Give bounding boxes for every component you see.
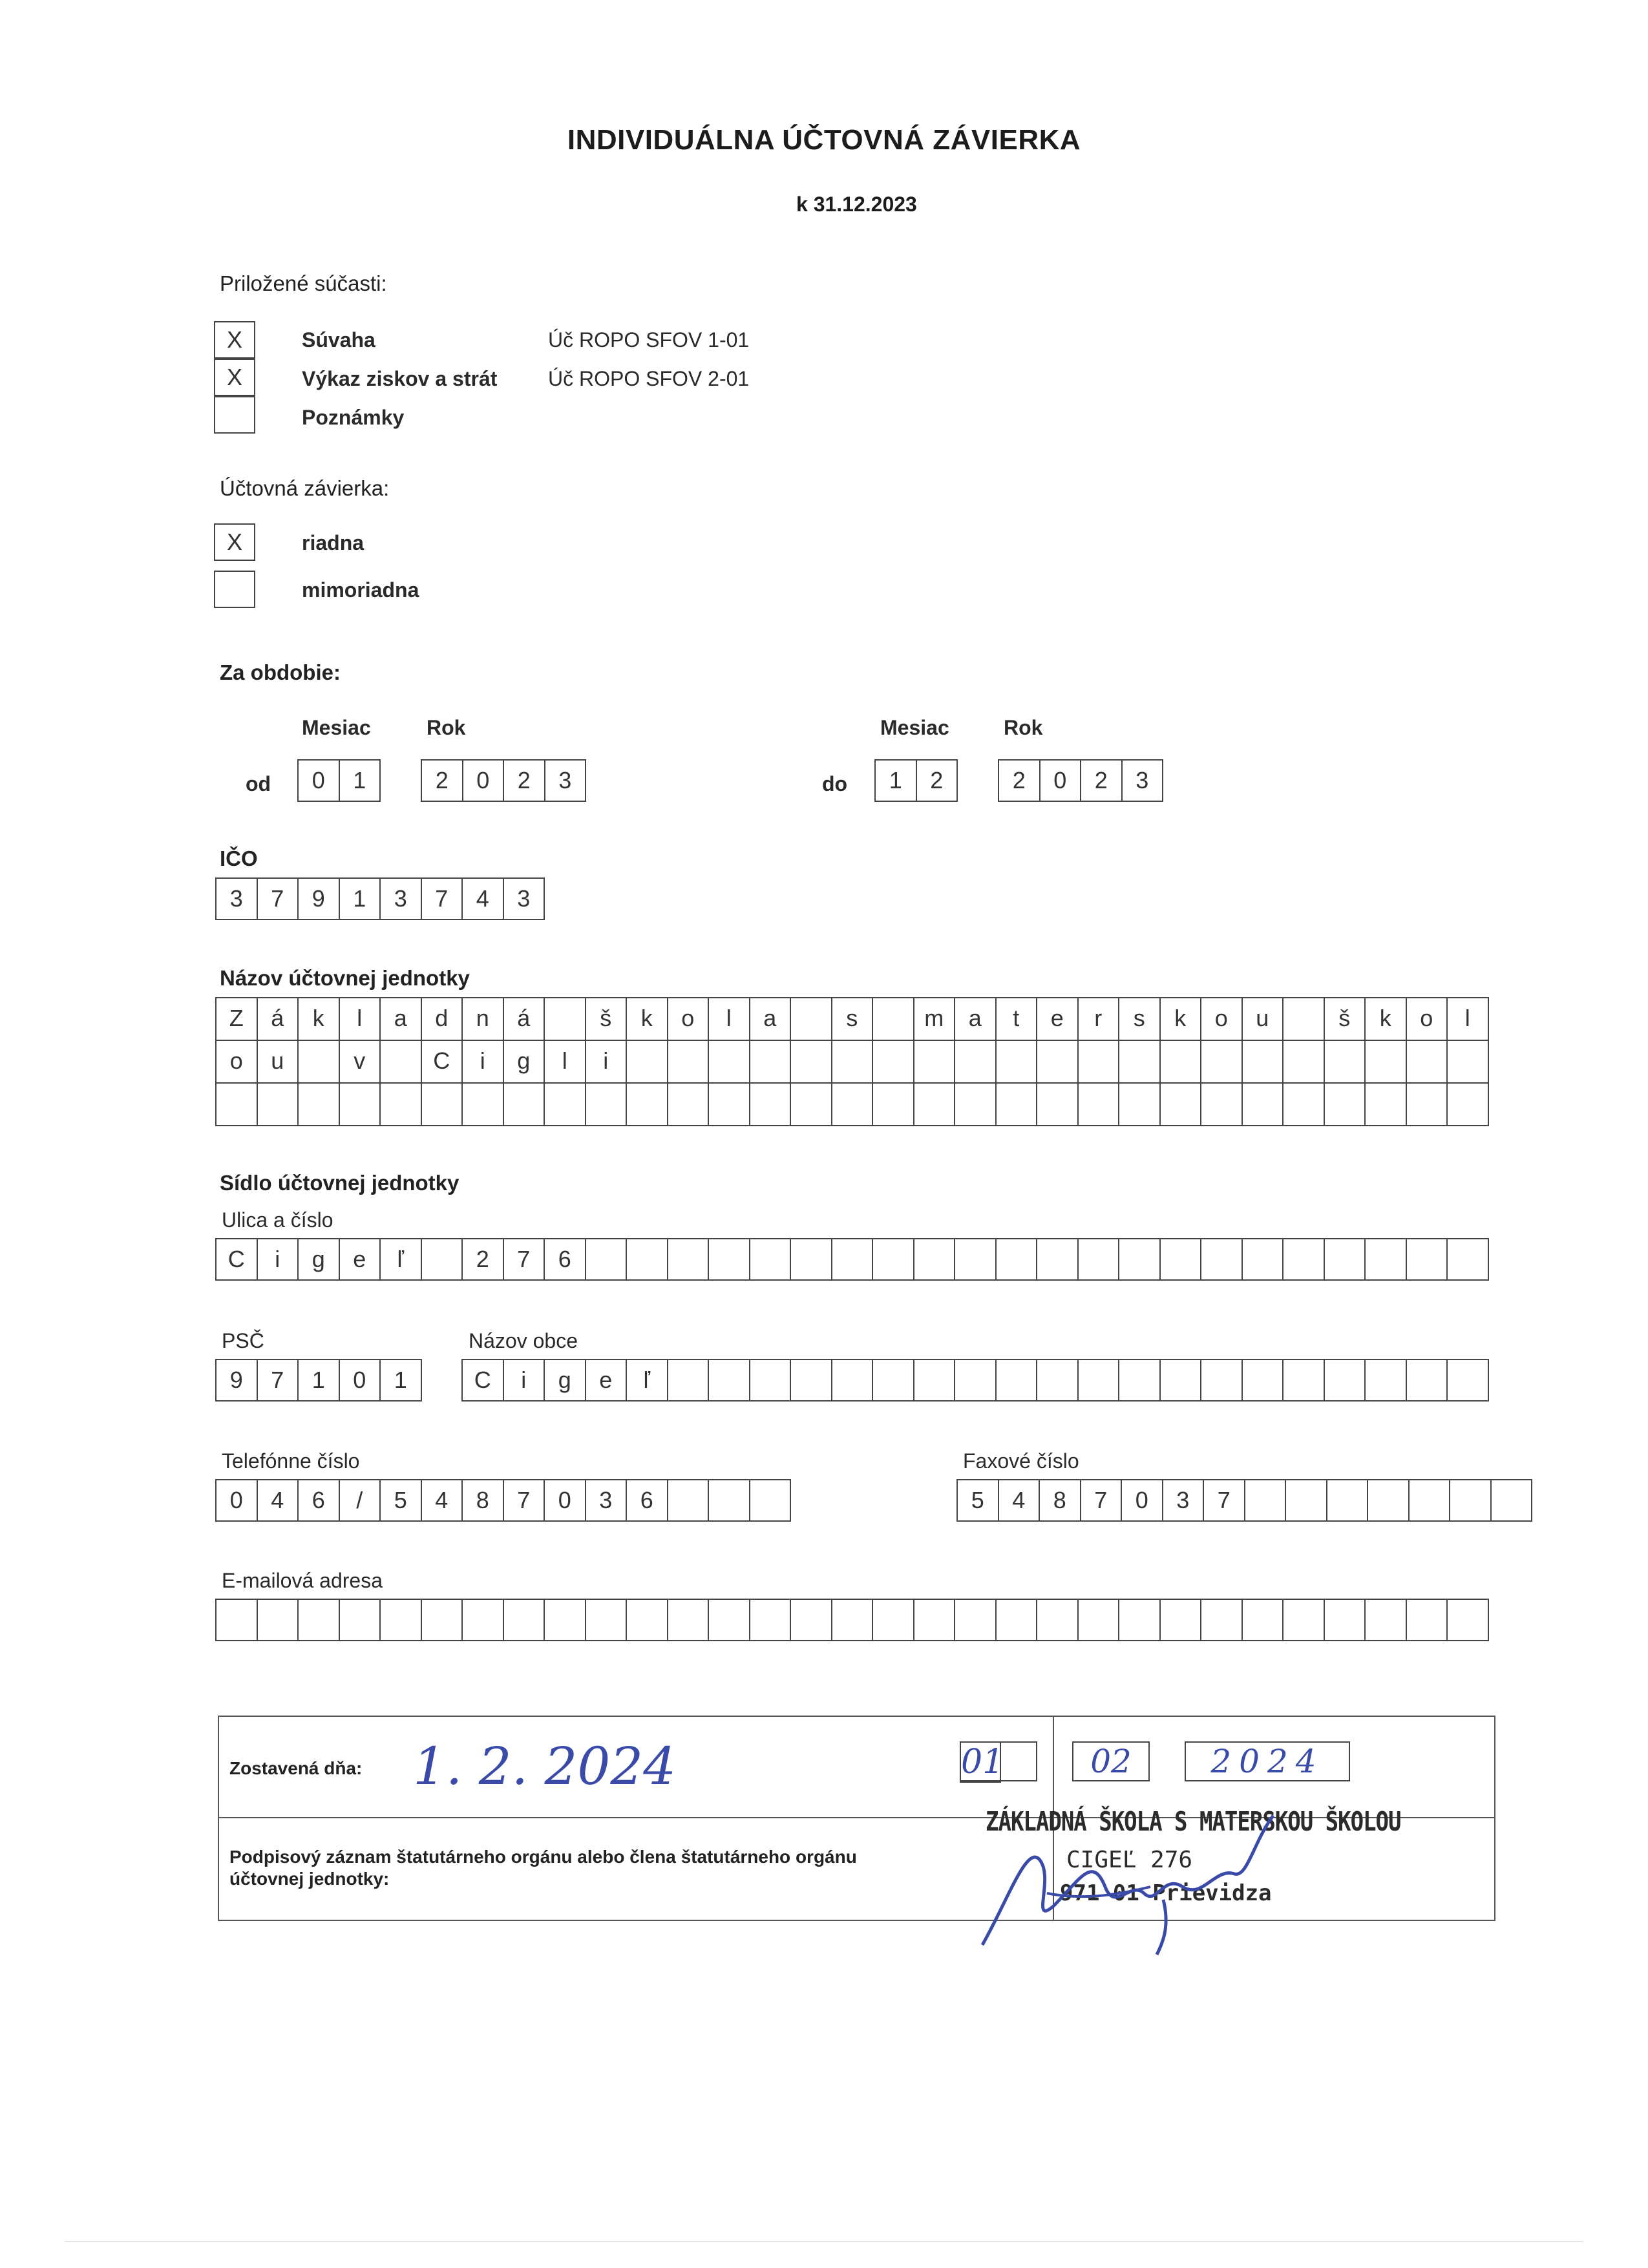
ico-digit-cell[interactable]: 4 (463, 877, 504, 920)
closing-label-mimoriadna: mimoriadna (302, 578, 419, 602)
entity-name-char-cell[interactable]: u (1243, 998, 1284, 1041)
street-char-cell[interactable] (1366, 1238, 1407, 1281)
entity-name-char-cell[interactable]: C (422, 1041, 463, 1084)
period-to-label: do (822, 772, 848, 795)
entity-name-char-cell[interactable] (791, 1041, 832, 1084)
entity-name-char-cell[interactable] (1037, 1084, 1079, 1126)
city-char-cell[interactable] (1201, 1359, 1243, 1402)
fax-char-cell[interactable] (1245, 1479, 1287, 1522)
street-char-cell[interactable] (750, 1238, 792, 1281)
ico-digit-cell[interactable]: 9 (299, 877, 340, 920)
street-char-cell[interactable] (791, 1238, 832, 1281)
compiled-handwritten-date: 1. 2. 2024 (413, 1736, 677, 1796)
street-char-cell[interactable]: 2 (463, 1238, 504, 1281)
closing-label-riadna: riadna (302, 531, 364, 554)
entity-name-char-cell[interactable]: d (422, 998, 463, 1041)
phone-char-cell[interactable]: 5 (381, 1479, 422, 1522)
entity-name-field[interactable] (215, 997, 1489, 1126)
email-char-cell[interactable] (1119, 1599, 1161, 1641)
entity-name-char-cell[interactable] (955, 1084, 997, 1126)
fax-char-cell[interactable]: 8 (1040, 1479, 1081, 1522)
email-char-cell[interactable] (1448, 1599, 1489, 1641)
entity-name-char-cell[interactable]: k (627, 998, 668, 1041)
entity-name-char-cell[interactable] (1366, 1041, 1407, 1084)
fax-char-cell[interactable] (1286, 1479, 1327, 1522)
entity-name-char-cell[interactable] (545, 998, 586, 1041)
period-from-month-field[interactable] (297, 759, 381, 802)
digit-cell[interactable]: 2 (504, 759, 545, 802)
email-char-cell[interactable] (955, 1599, 997, 1641)
email-char-cell[interactable] (1325, 1599, 1366, 1641)
entity-name-char-cell[interactable]: o (1407, 998, 1448, 1041)
entity-name-char-cell[interactable] (1201, 1084, 1243, 1126)
entity-name-char-cell[interactable] (1407, 1041, 1448, 1084)
fax-field[interactable] (956, 1479, 1532, 1522)
entity-name-char-cell[interactable] (381, 1084, 422, 1126)
email-char-cell[interactable] (1243, 1599, 1284, 1641)
period-from-year-field[interactable] (421, 759, 586, 802)
entity-name-char-cell[interactable] (1119, 1041, 1161, 1084)
entity-name-char-cell[interactable] (832, 1041, 874, 1084)
digit-cell[interactable]: 2 (917, 759, 958, 802)
handwritten-signature (969, 1803, 1293, 1958)
entity-name-char-cell[interactable]: g (504, 1041, 545, 1084)
phone-char-cell[interactable]: 7 (504, 1479, 545, 1522)
entity-name-char-cell[interactable] (1325, 1041, 1366, 1084)
street-char-cell[interactable] (627, 1238, 668, 1281)
fax-char-cell[interactable]: 7 (1204, 1479, 1245, 1522)
entity-name-char-cell[interactable]: l (709, 998, 750, 1041)
email-char-cell[interactable] (422, 1599, 463, 1641)
phone-char-cell[interactable]: 0 (217, 1479, 258, 1522)
street-char-cell[interactable] (832, 1238, 874, 1281)
entity-name-char-cell[interactable] (1448, 1084, 1489, 1126)
date-day: 01 (961, 1743, 1004, 1781)
attachment-label-vykaz: Výkaz ziskov a strát (302, 367, 498, 390)
phone-char-cell[interactable]: 4 (258, 1479, 299, 1522)
phone-char-cell[interactable] (750, 1479, 792, 1522)
email-char-cell[interactable] (750, 1599, 792, 1641)
street-char-cell[interactable] (1079, 1238, 1120, 1281)
ico-digit-cell[interactable]: 7 (422, 877, 463, 920)
entity-name-char-cell[interactable] (873, 998, 914, 1041)
entity-name-char-cell[interactable]: l (1448, 998, 1489, 1041)
email-char-cell[interactable] (791, 1599, 832, 1641)
city-char-cell[interactable] (1161, 1359, 1202, 1402)
city-char-cell[interactable] (791, 1359, 832, 1402)
entity-name-char-cell[interactable] (1079, 1084, 1120, 1126)
entity-name-char-cell[interactable] (1161, 1084, 1202, 1126)
fax-char-cell[interactable]: 4 (999, 1479, 1041, 1522)
date-month-box[interactable] (1072, 1741, 1150, 1781)
entity-name-char-cell[interactable]: r (1079, 998, 1120, 1041)
phone-char-cell[interactable]: 6 (299, 1479, 340, 1522)
entity-name-char-cell[interactable]: á (258, 998, 299, 1041)
entity-name-char-cell[interactable]: t (997, 998, 1038, 1041)
attachment-code-vykaz: Úč ROPO SFOV 2-01 (548, 367, 750, 390)
psc-digit-cell[interactable]: 1 (381, 1359, 422, 1402)
email-char-cell[interactable] (340, 1599, 381, 1641)
entity-name-char-cell[interactable] (791, 1084, 832, 1126)
entity-name-char-cell[interactable] (627, 1041, 668, 1084)
entity-name-char-cell[interactable] (299, 1084, 340, 1126)
entity-name-char-cell[interactable]: š (1325, 998, 1366, 1041)
email-char-cell[interactable] (258, 1599, 299, 1641)
city-char-cell[interactable] (1448, 1359, 1489, 1402)
entity-name-char-cell[interactable] (1325, 1084, 1366, 1126)
phone-char-cell[interactable]: 0 (545, 1479, 586, 1522)
street-char-cell[interactable] (1201, 1238, 1243, 1281)
email-char-cell[interactable] (997, 1599, 1038, 1641)
entity-name-char-cell[interactable]: o (1201, 998, 1243, 1041)
entity-name-char-cell[interactable] (545, 1084, 586, 1126)
attachment-code-suvaha: Úč ROPO SFOV 1-01 (548, 328, 750, 352)
period-to-year-label: Rok (1004, 716, 1043, 739)
street-char-cell[interactable]: 6 (545, 1238, 586, 1281)
entity-name-char-cell[interactable] (1161, 1041, 1202, 1084)
street-char-cell[interactable] (1284, 1238, 1325, 1281)
document-title: INDIVIDUÁLNA ÚČTOVNÁ ZÁVIERKA (567, 124, 1081, 156)
entity-name-char-cell[interactable] (914, 1041, 956, 1084)
fax-char-cell[interactable] (1368, 1479, 1410, 1522)
street-char-cell[interactable] (1448, 1238, 1489, 1281)
entity-name-char-cell[interactable] (1079, 1041, 1120, 1084)
street-char-cell[interactable]: ľ (381, 1238, 422, 1281)
entity-name-char-cell[interactable] (1284, 998, 1325, 1041)
city-char-cell[interactable] (914, 1359, 956, 1402)
city-char-cell[interactable]: e (586, 1359, 628, 1402)
period-from-label: od (246, 772, 271, 795)
city-char-cell[interactable] (709, 1359, 750, 1402)
city-char-cell[interactable]: ľ (627, 1359, 668, 1402)
city-char-cell[interactable] (668, 1359, 710, 1402)
street-char-cell[interactable] (1407, 1238, 1448, 1281)
psc-label: PSČ (222, 1329, 264, 1352)
email-char-cell[interactable] (1407, 1599, 1448, 1641)
period-from-month-label: Mesiac (302, 716, 371, 739)
school-stamp-line2: CIGEĽ 276 (1066, 1847, 1193, 1873)
city-char-cell[interactable] (955, 1359, 997, 1402)
city-char-cell[interactable] (1325, 1359, 1366, 1402)
entity-name-char-cell[interactable] (381, 1041, 422, 1084)
fax-char-cell[interactable] (1450, 1479, 1492, 1522)
entity-name-char-cell[interactable]: n (463, 998, 504, 1041)
email-char-cell[interactable] (709, 1599, 750, 1641)
street-char-cell[interactable] (1243, 1238, 1284, 1281)
email-char-cell[interactable] (217, 1599, 258, 1641)
city-char-cell[interactable]: g (545, 1359, 586, 1402)
email-char-cell[interactable] (627, 1599, 668, 1641)
digit-cell[interactable]: 2 (1081, 759, 1123, 802)
entity-name-char-cell[interactable]: i (463, 1041, 504, 1084)
attachments-heading: Priložené súčasti: (220, 271, 387, 295)
entity-name-char-cell[interactable]: š (586, 998, 628, 1041)
entity-name-char-cell[interactable] (1119, 1084, 1161, 1126)
street-char-cell[interactable]: 7 (504, 1238, 545, 1281)
entity-name-char-cell[interactable]: u (258, 1041, 299, 1084)
period-to-month-field[interactable] (874, 759, 958, 802)
email-char-cell[interactable] (1284, 1599, 1325, 1641)
digit-cell[interactable]: 1 (876, 759, 917, 802)
city-char-cell[interactable] (1119, 1359, 1161, 1402)
period-to-year-field[interactable] (998, 759, 1163, 802)
entity-name-char-cell[interactable] (1407, 1084, 1448, 1126)
fax-char-cell[interactable]: 3 (1163, 1479, 1205, 1522)
psc-digit-cell[interactable]: 0 (340, 1359, 381, 1402)
entity-name-char-cell[interactable]: i (586, 1041, 628, 1084)
city-char-cell[interactable] (750, 1359, 792, 1402)
entity-name-char-cell[interactable] (1448, 1041, 1489, 1084)
street-char-cell[interactable] (586, 1238, 628, 1281)
street-char-cell[interactable]: g (299, 1238, 340, 1281)
entity-name-char-cell[interactable] (709, 1084, 750, 1126)
fax-char-cell[interactable]: 7 (1081, 1479, 1123, 1522)
period-to-month-label: Mesiac (880, 716, 949, 739)
attachment-label-suvaha: Súvaha (302, 328, 375, 352)
closing-checkbox-mimoriadna[interactable] (214, 571, 255, 608)
digit-cell[interactable]: 2 (422, 759, 463, 802)
phone-field[interactable] (215, 1479, 791, 1522)
street-char-cell[interactable]: C (217, 1238, 258, 1281)
city-char-cell[interactable] (1366, 1359, 1407, 1402)
ico-digit-cell[interactable]: 3 (217, 877, 258, 920)
email-char-cell[interactable] (832, 1599, 874, 1641)
entity-name-char-cell[interactable]: a (750, 998, 792, 1041)
phone-label: Telefónne číslo (222, 1449, 360, 1473)
entity-name-char-cell[interactable] (709, 1041, 750, 1084)
digit-cell[interactable]: 3 (1123, 759, 1164, 802)
email-char-cell[interactable] (1079, 1599, 1120, 1641)
fax-label: Faxové číslo (963, 1449, 1079, 1473)
street-char-cell[interactable] (1119, 1238, 1161, 1281)
city-char-cell[interactable] (832, 1359, 874, 1402)
entity-name-row (215, 998, 1489, 1041)
entity-name-char-cell[interactable]: a (955, 998, 997, 1041)
date-year: 2024 (1210, 1743, 1324, 1780)
date-day-box-frame (960, 1741, 1037, 1781)
email-char-cell[interactable] (1366, 1599, 1407, 1641)
digit-cell[interactable]: 3 (545, 759, 587, 802)
ico-digit-cell[interactable]: 3 (504, 877, 545, 920)
entity-name-char-cell[interactable] (997, 1084, 1038, 1126)
city-char-cell[interactable] (1079, 1359, 1120, 1402)
entity-name-char-cell[interactable]: l (545, 1041, 586, 1084)
fax-char-cell[interactable] (1492, 1479, 1533, 1522)
city-char-cell[interactable]: C (463, 1359, 504, 1402)
phone-char-cell[interactable]: / (340, 1479, 381, 1522)
entity-name-char-cell[interactable] (1037, 1041, 1079, 1084)
entity-name-char-cell[interactable] (422, 1084, 463, 1126)
entity-name-char-cell[interactable] (504, 1084, 545, 1126)
entity-name-char-cell[interactable] (1201, 1041, 1243, 1084)
entity-name-char-cell[interactable] (299, 1041, 340, 1084)
email-char-cell[interactable] (873, 1599, 914, 1641)
email-char-cell[interactable] (1201, 1599, 1243, 1641)
closing-type-heading: Účtovná závierka: (220, 476, 390, 500)
email-char-cell[interactable] (545, 1599, 586, 1641)
ico-field[interactable] (215, 877, 545, 920)
city-char-cell[interactable] (1407, 1359, 1448, 1402)
digit-cell[interactable]: 0 (1041, 759, 1082, 802)
entity-name-char-cell[interactable] (750, 1041, 792, 1084)
street-char-cell[interactable]: e (340, 1238, 381, 1281)
street-char-cell[interactable] (422, 1238, 463, 1281)
street-char-cell[interactable] (1325, 1238, 1366, 1281)
entity-name-char-cell[interactable]: a (381, 998, 422, 1041)
date-month: 02 (1090, 1743, 1132, 1780)
entity-name-char-cell[interactable] (217, 1084, 258, 1126)
email-char-cell[interactable] (1161, 1599, 1202, 1641)
ico-digit-cell[interactable]: 3 (381, 877, 422, 920)
entity-name-char-cell[interactable]: e (1037, 998, 1079, 1041)
attachment-checkbox-vykaz[interactable]: X (214, 359, 255, 396)
entity-name-char-cell[interactable]: k (1366, 998, 1407, 1041)
city-char-cell[interactable] (1284, 1359, 1325, 1402)
street-char-cell[interactable] (997, 1238, 1038, 1281)
street-char-cell[interactable] (914, 1238, 956, 1281)
psc-digit-cell[interactable]: 1 (299, 1359, 340, 1402)
school-stamp-line3: 971 01 Prievidza (1060, 1880, 1272, 1906)
entity-name-char-cell[interactable] (750, 1084, 792, 1126)
email-char-cell[interactable] (381, 1599, 422, 1641)
city-char-cell[interactable] (1243, 1359, 1284, 1402)
phone-char-cell[interactable]: 4 (422, 1479, 463, 1522)
email-field[interactable] (215, 1599, 1489, 1641)
entity-name-char-cell[interactable] (340, 1084, 381, 1126)
entity-name-char-cell[interactable]: v (340, 1041, 381, 1084)
entity-name-char-cell[interactable]: l (340, 998, 381, 1041)
entity-name-char-cell[interactable] (1366, 1084, 1407, 1126)
entity-name-char-cell[interactable]: á (504, 998, 545, 1041)
fax-char-cell[interactable] (1410, 1479, 1451, 1522)
entity-name-char-cell[interactable] (791, 998, 832, 1041)
email-label: E-mailová adresa (222, 1569, 383, 1592)
closing-checkbox-riadna[interactable]: X (214, 523, 255, 561)
entity-name-char-cell[interactable]: s (832, 998, 874, 1041)
entity-name-char-cell[interactable] (258, 1084, 299, 1126)
digit-cell[interactable]: 0 (463, 759, 505, 802)
street-label: Ulica a číslo (222, 1208, 333, 1232)
entity-name-char-cell[interactable] (997, 1041, 1038, 1084)
entity-name-char-cell[interactable]: s (1119, 998, 1161, 1041)
entity-name-row (215, 1084, 1489, 1126)
psc-digit-cell[interactable]: 9 (217, 1359, 258, 1402)
street-field[interactable] (215, 1238, 1489, 1281)
city-char-cell[interactable] (997, 1359, 1038, 1402)
entity-name-char-cell[interactable] (1243, 1084, 1284, 1126)
entity-name-char-cell[interactable]: k (1161, 998, 1202, 1041)
entity-name-char-cell[interactable] (668, 1041, 710, 1084)
attachment-checkbox-suvaha[interactable]: X (214, 321, 255, 359)
entity-name-char-cell[interactable] (668, 1084, 710, 1126)
digit-cell[interactable]: 2 (999, 759, 1041, 802)
school-stamp-line1: ZÁKLADNÁ ŠKOLA S MATERSKOU ŠKOLOU (986, 1807, 1401, 1838)
document-date: k 31.12.2023 (796, 193, 917, 216)
phone-char-cell[interactable] (709, 1479, 750, 1522)
entity-name-char-cell[interactable] (463, 1084, 504, 1126)
email-char-cell[interactable] (914, 1599, 956, 1641)
ico-label: IČO (220, 846, 258, 870)
page-bottom-rule (65, 2241, 1583, 2242)
entity-name-char-cell[interactable] (832, 1084, 874, 1126)
psc-digit-cell[interactable]: 7 (258, 1359, 299, 1402)
entity-name-char-cell[interactable] (1284, 1041, 1325, 1084)
digit-cell[interactable]: 0 (299, 759, 340, 802)
fax-char-cell[interactable]: 5 (958, 1479, 999, 1522)
email-char-cell[interactable] (668, 1599, 710, 1641)
entity-name-char-cell[interactable] (955, 1041, 997, 1084)
phone-char-cell[interactable]: 6 (627, 1479, 668, 1522)
entity-name-char-cell[interactable]: o (217, 1041, 258, 1084)
attachment-label-poznamky: Poznámky (302, 406, 405, 429)
entity-name-char-cell[interactable] (586, 1084, 628, 1126)
street-char-cell[interactable] (873, 1238, 914, 1281)
street-char-cell[interactable] (709, 1238, 750, 1281)
entity-name-char-cell[interactable]: o (668, 998, 710, 1041)
entity-name-char-cell[interactable]: Z (217, 998, 258, 1041)
digit-cell[interactable]: 1 (340, 759, 381, 802)
entity-name-char-cell[interactable] (1284, 1084, 1325, 1126)
phone-char-cell[interactable]: 8 (463, 1479, 504, 1522)
fax-char-cell[interactable]: 0 (1122, 1479, 1163, 1522)
street-char-cell[interactable] (668, 1238, 710, 1281)
phone-char-cell[interactable] (668, 1479, 710, 1522)
entity-name-char-cell[interactable]: k (299, 998, 340, 1041)
city-char-cell[interactable] (1037, 1359, 1079, 1402)
compiled-label: Zostavená dňa: (229, 1758, 363, 1778)
phone-char-cell[interactable]: 3 (586, 1479, 628, 1522)
ico-digit-cell[interactable]: 7 (258, 877, 299, 920)
signature-label: Podpisový záznam štatutárneho orgánu alebo člena štatutárneho orgánu účtovnej jednotky: (229, 1847, 857, 1889)
attachment-checkbox-poznamky[interactable] (214, 396, 255, 434)
city-char-cell[interactable] (873, 1359, 914, 1402)
entity-name-row (215, 1041, 1489, 1084)
street-char-cell[interactable] (1161, 1238, 1202, 1281)
email-char-cell[interactable] (1037, 1599, 1079, 1641)
address-heading: Sídlo účtovnej jednotky (220, 1171, 460, 1195)
entity-name-char-cell[interactable] (627, 1084, 668, 1126)
entity-name-char-cell[interactable] (914, 1084, 956, 1126)
city-field[interactable] (461, 1359, 1489, 1402)
entity-name-char-cell[interactable] (873, 1041, 914, 1084)
fax-char-cell[interactable] (1327, 1479, 1369, 1522)
street-char-cell[interactable] (1037, 1238, 1079, 1281)
email-char-cell[interactable] (299, 1599, 340, 1641)
date-year-box[interactable] (1185, 1741, 1350, 1781)
entity-name-char-cell[interactable]: m (914, 998, 956, 1041)
street-char-cell[interactable] (955, 1238, 997, 1281)
email-char-cell[interactable] (586, 1599, 628, 1641)
email-char-cell[interactable] (504, 1599, 545, 1641)
entity-name-label: Názov účtovnej jednotky (220, 966, 470, 990)
period-heading: Za obdobie: (220, 660, 341, 684)
email-char-cell[interactable] (463, 1599, 504, 1641)
period-from-year-label: Rok (427, 716, 466, 739)
city-label: Názov obce (469, 1329, 578, 1352)
entity-name-char-cell[interactable] (1243, 1041, 1284, 1084)
city-char-cell[interactable]: i (504, 1359, 545, 1402)
ico-digit-cell[interactable]: 1 (340, 877, 381, 920)
street-char-cell[interactable]: i (258, 1238, 299, 1281)
entity-name-char-cell[interactable] (873, 1084, 914, 1126)
psc-field[interactable] (215, 1359, 422, 1402)
